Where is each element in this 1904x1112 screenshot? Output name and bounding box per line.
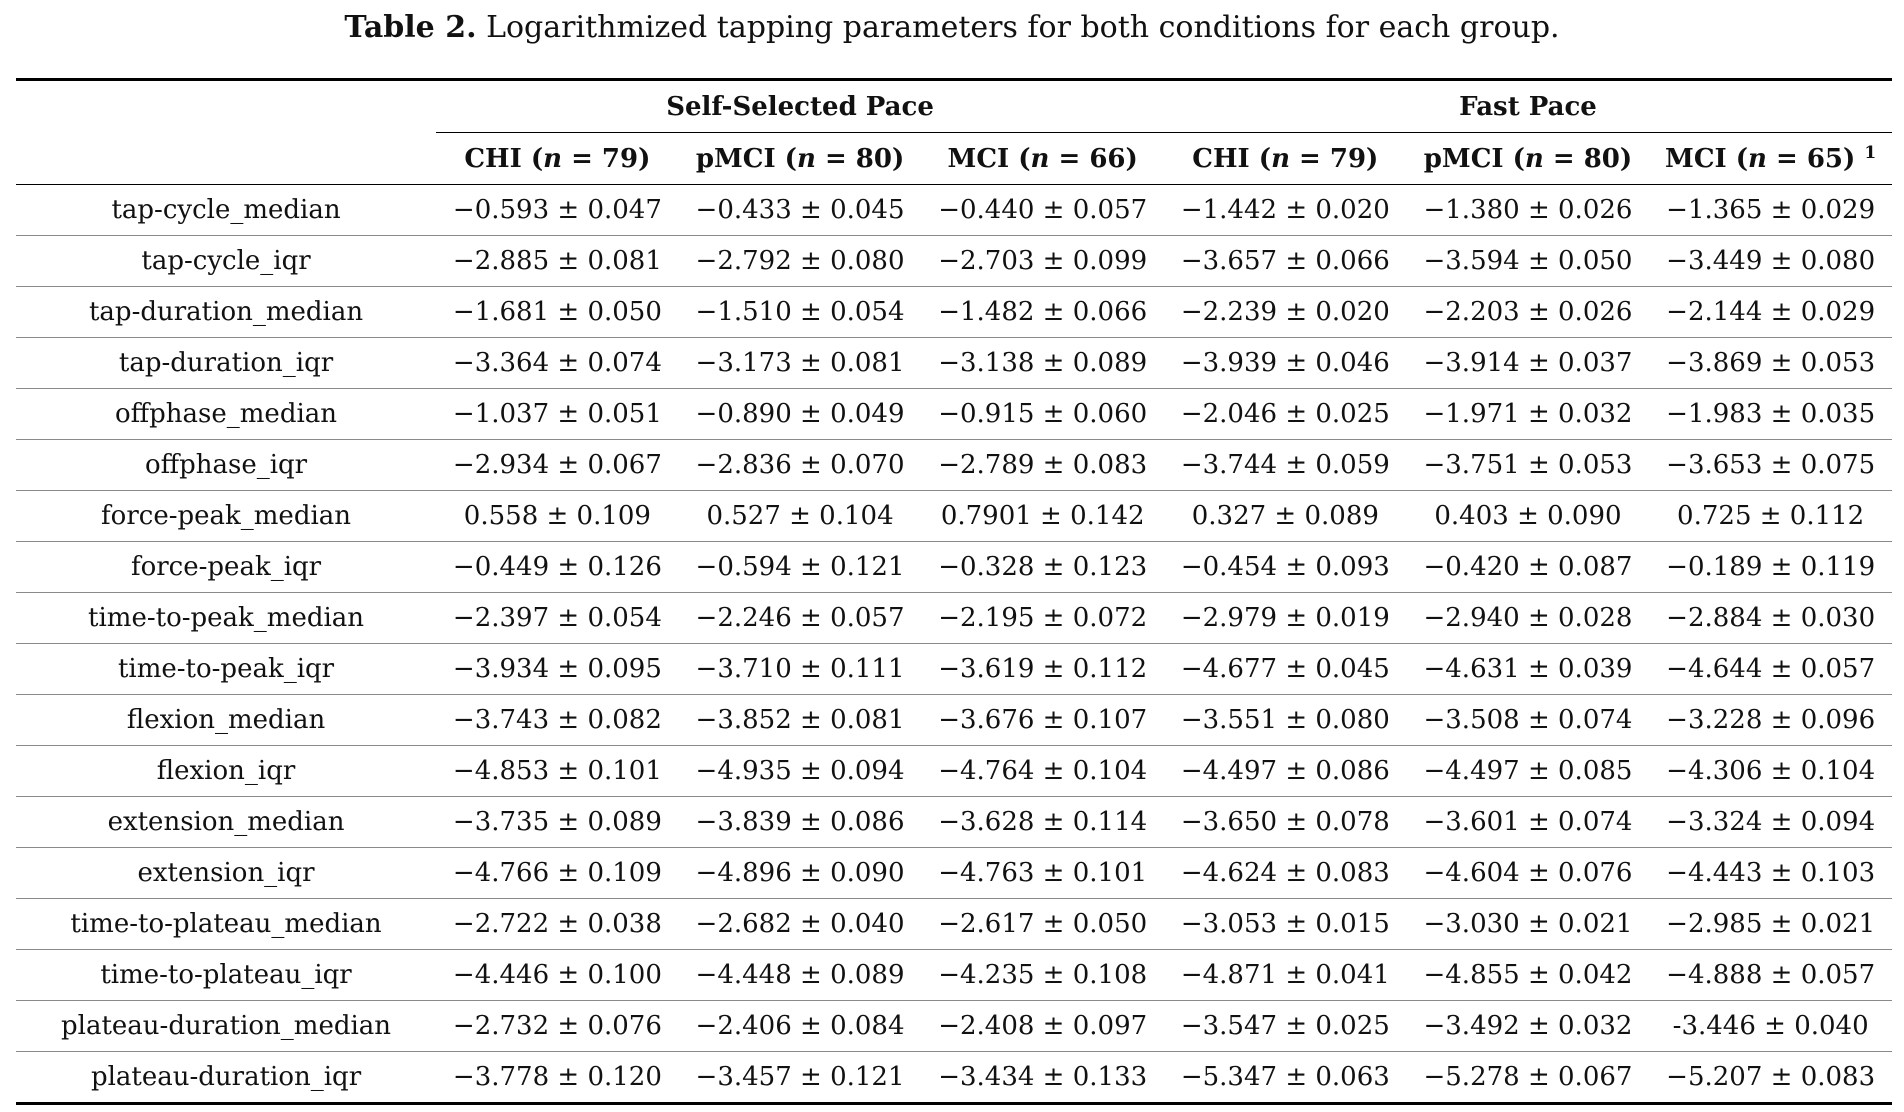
table-cell: −4.888 ± 0.057 bbox=[1649, 950, 1892, 1001]
table-cell: −2.985 ± 0.021 bbox=[1649, 899, 1892, 950]
table-cell: −2.979 ± 0.019 bbox=[1164, 593, 1407, 644]
column-header-n: n bbox=[1748, 144, 1767, 174]
table-cell: −0.594 ± 0.121 bbox=[679, 542, 922, 593]
table-row bbox=[16, 848, 1892, 899]
table-cell: −4.443 ± 0.103 bbox=[1649, 848, 1892, 899]
table-cell: −4.497 ± 0.086 bbox=[1164, 746, 1407, 797]
table-cell: −5.278 ± 0.067 bbox=[1423, 1062, 1633, 1092]
table-cell: −4.935 ± 0.094 bbox=[679, 746, 922, 797]
row-label: tap-duration_median bbox=[16, 287, 436, 338]
column-header-count: = 66) bbox=[1049, 143, 1138, 174]
table-cell: −5.207 ± 0.083 bbox=[1666, 1062, 1876, 1092]
table-cell: −2.722 ± 0.038 bbox=[436, 899, 679, 950]
table-cell: −3.551 ± 0.080 bbox=[1164, 695, 1407, 746]
table-cell: −3.914 ± 0.037 bbox=[1407, 338, 1650, 389]
table-cell: −2.397 ± 0.054 bbox=[436, 593, 679, 644]
table-cell: −4.235 ± 0.108 bbox=[921, 950, 1164, 1001]
table-cell: −2.617 ± 0.050 bbox=[921, 899, 1164, 950]
empty-corner-cell bbox=[16, 80, 436, 133]
table-row bbox=[16, 950, 1892, 1001]
table-row bbox=[16, 287, 1892, 338]
table-cell: -3.446 ± 0.040 bbox=[1649, 1001, 1892, 1052]
table-cell: −3.492 ± 0.032 bbox=[1407, 1001, 1650, 1052]
row-label: tap-duration_iqr bbox=[16, 338, 436, 389]
table-cell: −2.703 ± 0.099 bbox=[921, 236, 1164, 287]
row-label: plateau-duration_iqr bbox=[90, 1062, 362, 1092]
group-header-fast: Fast Pace bbox=[1164, 80, 1892, 133]
row-label: time-to-plateau_iqr bbox=[16, 950, 436, 1001]
table-cell: −4.644 ± 0.057 bbox=[1649, 644, 1892, 695]
table-row bbox=[16, 185, 1892, 236]
table-cell: −3.228 ± 0.096 bbox=[1649, 695, 1892, 746]
table-cell: −1.037 ± 0.051 bbox=[436, 389, 679, 440]
table-cell: −0.593 ± 0.047 bbox=[436, 185, 679, 236]
table-row bbox=[16, 236, 1892, 287]
caption-label: Table 2. bbox=[344, 10, 477, 45]
table-row bbox=[16, 389, 1892, 440]
table-cell: −0.433 ± 0.045 bbox=[679, 185, 922, 236]
table-cell: −4.896 ± 0.090 bbox=[679, 848, 922, 899]
table-cell: −4.497 ± 0.085 bbox=[1407, 746, 1650, 797]
column-header-n: n bbox=[1524, 143, 1544, 174]
row-label: tap-cycle_median bbox=[16, 185, 436, 236]
table-cell: −2.934 ± 0.067 bbox=[436, 440, 679, 491]
table-cell: −0.328 ± 0.123 bbox=[921, 542, 1164, 593]
column-header-n: n bbox=[796, 143, 816, 174]
table-cell: −1.482 ± 0.066 bbox=[921, 287, 1164, 338]
column-header-count: = 65) bbox=[1766, 144, 1856, 174]
table-cell: −4.448 ± 0.089 bbox=[679, 950, 922, 1001]
column-header bbox=[679, 133, 922, 185]
row-label: flexion_median bbox=[16, 695, 436, 746]
table-cell: −3.710 ± 0.111 bbox=[679, 644, 922, 695]
caption-text: Logarithmized tapping parameters for both conditions for each group. bbox=[476, 10, 1560, 45]
table-cell: −0.890 ± 0.049 bbox=[679, 389, 922, 440]
table-cell: −3.619 ± 0.112 bbox=[921, 644, 1164, 695]
table-cell: −3.751 ± 0.053 bbox=[1407, 440, 1650, 491]
table-cell: −4.604 ± 0.076 bbox=[1407, 848, 1650, 899]
row-label: force-peak_median bbox=[16, 491, 436, 542]
table-cell: −4.853 ± 0.101 bbox=[436, 746, 679, 797]
table-cell: −3.934 ± 0.095 bbox=[436, 644, 679, 695]
table-cell: −3.601 ± 0.074 bbox=[1407, 797, 1650, 848]
row-label: plateau-duration_median bbox=[16, 1001, 436, 1052]
table-cell: −2.408 ± 0.097 bbox=[921, 1001, 1164, 1052]
table-cell: −4.855 ± 0.042 bbox=[1407, 950, 1650, 1001]
table-cell: 0.725 ± 0.112 bbox=[1649, 491, 1892, 542]
table-cell: −4.871 ± 0.041 bbox=[1164, 950, 1407, 1001]
table-cell: 0.558 ± 0.109 bbox=[436, 491, 679, 542]
row-label: tap-cycle_iqr bbox=[16, 236, 436, 287]
table-cell: −3.547 ± 0.025 bbox=[1164, 1001, 1407, 1052]
table-row bbox=[16, 542, 1892, 593]
table-cell: −3.628 ± 0.114 bbox=[921, 797, 1164, 848]
table-cell: −3.138 ± 0.089 bbox=[921, 338, 1164, 389]
column-header-count: = 79) bbox=[562, 143, 651, 174]
column-header bbox=[1649, 133, 1892, 185]
table-cell: −1.681 ± 0.050 bbox=[436, 287, 679, 338]
table-cell: −3.508 ± 0.074 bbox=[1407, 695, 1650, 746]
column-header-count: = 79) bbox=[1289, 143, 1379, 174]
table-cell: −3.839 ± 0.086 bbox=[679, 797, 922, 848]
table-cell: −4.766 ± 0.109 bbox=[436, 848, 679, 899]
table-cell: −0.420 ± 0.087 bbox=[1407, 542, 1650, 593]
column-header-count: = 80) bbox=[815, 143, 905, 174]
column-header-group: pMCI ( bbox=[695, 143, 797, 174]
table-cell: 0.7901 ± 0.142 bbox=[921, 491, 1164, 542]
column-header bbox=[1407, 133, 1650, 185]
table-cell: −3.869 ± 0.053 bbox=[1649, 338, 1892, 389]
column-header-group: CHI ( bbox=[464, 143, 544, 174]
table-cell: −4.763 ± 0.101 bbox=[921, 848, 1164, 899]
table-cell: −3.650 ± 0.078 bbox=[1164, 797, 1407, 848]
table-cell: −2.789 ± 0.083 bbox=[921, 440, 1164, 491]
table-caption bbox=[0, 8, 1904, 48]
row-label: offphase_iqr bbox=[16, 440, 436, 491]
table-row bbox=[16, 695, 1892, 746]
table-row bbox=[16, 1001, 1892, 1052]
table-cell: −3.364 ± 0.074 bbox=[436, 338, 679, 389]
table-cell: −2.246 ± 0.057 bbox=[679, 593, 922, 644]
table-cell: −2.884 ± 0.030 bbox=[1649, 593, 1892, 644]
column-header-n: n bbox=[1271, 143, 1290, 174]
table-cell: −1.380 ± 0.026 bbox=[1407, 185, 1650, 236]
table-cell: −0.454 ± 0.093 bbox=[1164, 542, 1407, 593]
column-header-group: MCI ( bbox=[1665, 144, 1749, 174]
table-body bbox=[16, 185, 1892, 1104]
table-cell: −0.449 ± 0.126 bbox=[436, 542, 679, 593]
table-cell: −3.939 ± 0.046 bbox=[1164, 338, 1407, 389]
column-header bbox=[921, 133, 1164, 185]
table-cell: −2.836 ± 0.070 bbox=[679, 440, 922, 491]
column-header-group: MCI ( bbox=[947, 143, 1031, 174]
table-cell: 0.403 ± 0.090 bbox=[1407, 491, 1650, 542]
table-cell: −3.852 ± 0.081 bbox=[679, 695, 922, 746]
table-cell: −2.144 ± 0.029 bbox=[1649, 287, 1892, 338]
table-row bbox=[16, 899, 1892, 950]
table-cell: −3.457 ± 0.121 bbox=[695, 1062, 905, 1092]
data-table bbox=[16, 78, 1892, 1105]
table-cell: −4.624 ± 0.083 bbox=[1164, 848, 1407, 899]
table-cell: −3.324 ± 0.094 bbox=[1649, 797, 1892, 848]
group-header-self-selected: Self-Selected Pace bbox=[436, 80, 1164, 133]
table-cell: −4.446 ± 0.100 bbox=[436, 950, 679, 1001]
table-row bbox=[16, 746, 1892, 797]
table-cell: −3.030 ± 0.021 bbox=[1407, 899, 1650, 950]
row-label: time-to-peak_median bbox=[16, 593, 436, 644]
table-row bbox=[16, 338, 1892, 389]
table-row bbox=[16, 1052, 1892, 1104]
table-cell: −3.657 ± 0.066 bbox=[1164, 236, 1407, 287]
table-cell: −2.046 ± 0.025 bbox=[1164, 389, 1407, 440]
column-header-group: CHI ( bbox=[1192, 143, 1272, 174]
table-cell: −2.792 ± 0.080 bbox=[679, 236, 922, 287]
table-cell: −2.406 ± 0.084 bbox=[679, 1001, 922, 1052]
table-cell: −1.510 ± 0.054 bbox=[679, 287, 922, 338]
table-cell: −4.306 ± 0.104 bbox=[1649, 746, 1892, 797]
table-cell: 0.527 ± 0.104 bbox=[679, 491, 922, 542]
row-label: flexion_iqr bbox=[16, 746, 436, 797]
column-header-row bbox=[16, 133, 1892, 185]
table-cell: −3.778 ± 0.120 bbox=[452, 1062, 662, 1092]
table-cell: −3.594 ± 0.050 bbox=[1407, 236, 1650, 287]
column-header-footnote: 1 bbox=[1864, 143, 1877, 163]
column-header bbox=[436, 133, 679, 185]
empty-label-header bbox=[16, 133, 436, 185]
table-row bbox=[16, 440, 1892, 491]
row-label: time-to-plateau_median bbox=[16, 899, 436, 950]
table-cell: −0.915 ± 0.060 bbox=[921, 389, 1164, 440]
row-label: time-to-peak_iqr bbox=[16, 644, 436, 695]
table-cell: −3.676 ± 0.107 bbox=[921, 695, 1164, 746]
table-cell: −1.442 ± 0.020 bbox=[1164, 185, 1407, 236]
table-cell: −2.203 ± 0.026 bbox=[1407, 287, 1650, 338]
column-header-n: n bbox=[543, 143, 563, 174]
table-cell: −2.940 ± 0.028 bbox=[1407, 593, 1650, 644]
table-cell: −3.449 ± 0.080 bbox=[1649, 236, 1892, 287]
row-label: offphase_median bbox=[16, 389, 436, 440]
table-cell: −4.677 ± 0.045 bbox=[1164, 644, 1407, 695]
table-cell: −2.885 ± 0.081 bbox=[436, 236, 679, 287]
row-label: extension_iqr bbox=[16, 848, 436, 899]
table-cell: −3.173 ± 0.081 bbox=[679, 338, 922, 389]
table-cell: −5.347 ± 0.063 bbox=[1180, 1062, 1390, 1092]
table-cell: −0.189 ± 0.119 bbox=[1649, 542, 1892, 593]
table-cell: −3.744 ± 0.059 bbox=[1164, 440, 1407, 491]
row-label: force-peak_iqr bbox=[16, 542, 436, 593]
group-header-row bbox=[16, 80, 1892, 133]
table-cell: 0.327 ± 0.089 bbox=[1164, 491, 1407, 542]
table-cell: −2.732 ± 0.076 bbox=[436, 1001, 679, 1052]
column-header-count: = 80) bbox=[1543, 143, 1633, 174]
table-cell: −1.365 ± 0.029 bbox=[1649, 185, 1892, 236]
table-cell: −3.434 ± 0.133 bbox=[938, 1062, 1148, 1092]
table-cell: −4.764 ± 0.104 bbox=[921, 746, 1164, 797]
table-cell: −2.682 ± 0.040 bbox=[679, 899, 922, 950]
table-row bbox=[16, 797, 1892, 848]
table-cell: −3.053 ± 0.015 bbox=[1164, 899, 1407, 950]
column-header-group: pMCI ( bbox=[1423, 143, 1525, 174]
table-cell: −2.195 ± 0.072 bbox=[921, 593, 1164, 644]
table-cell: −3.743 ± 0.082 bbox=[436, 695, 679, 746]
table-cell: −4.631 ± 0.039 bbox=[1407, 644, 1650, 695]
table-cell: −0.440 ± 0.057 bbox=[921, 185, 1164, 236]
table-cell: −1.983 ± 0.035 bbox=[1649, 389, 1892, 440]
table-row bbox=[16, 644, 1892, 695]
table-row bbox=[16, 593, 1892, 644]
table-cell: −3.735 ± 0.089 bbox=[436, 797, 679, 848]
row-label: extension_median bbox=[16, 797, 436, 848]
column-header-n: n bbox=[1030, 143, 1050, 174]
table-row bbox=[16, 491, 1892, 542]
table-cell: −3.653 ± 0.075 bbox=[1649, 440, 1892, 491]
table-cell: −2.239 ± 0.020 bbox=[1164, 287, 1407, 338]
column-header bbox=[1164, 133, 1407, 185]
table-cell: −1.971 ± 0.032 bbox=[1407, 389, 1650, 440]
